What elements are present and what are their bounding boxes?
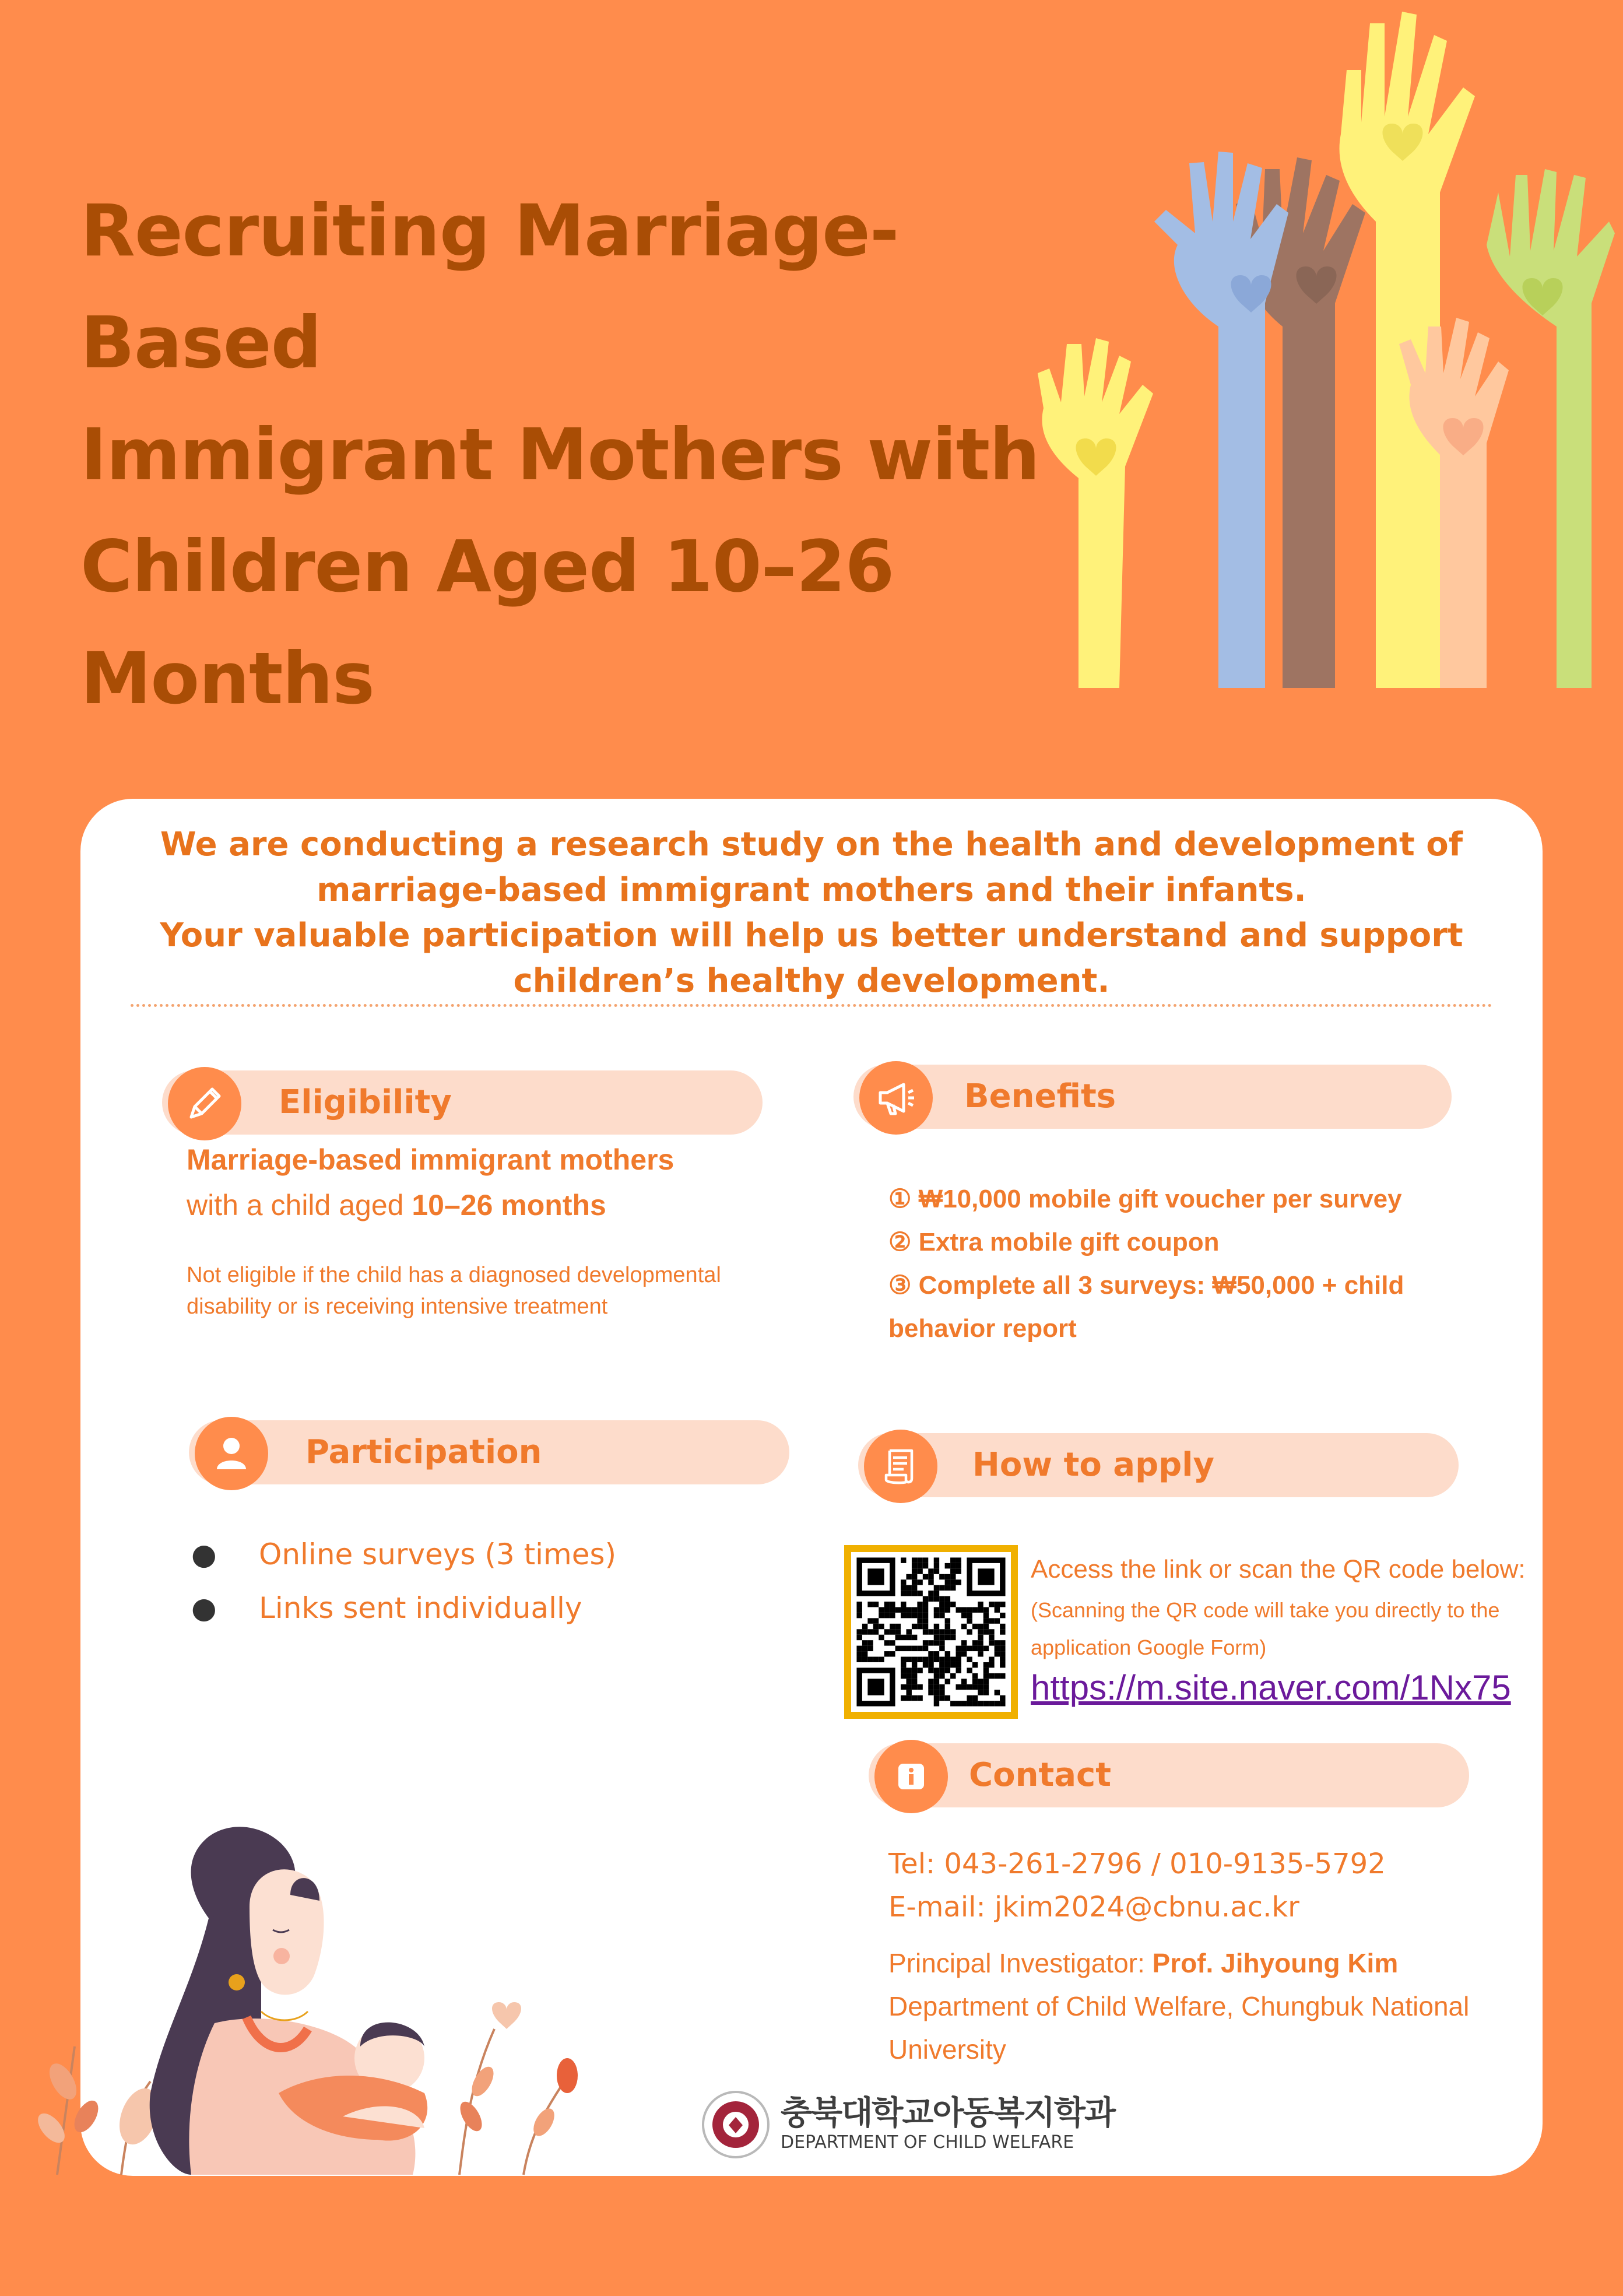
title-line: Months	[80, 637, 374, 720]
university-seal-icon	[701, 2090, 770, 2159]
intro-line-1: We are conducting a research study on the health and development of marriage-based immigrant mothers and their infants.	[160, 826, 1463, 909]
department-logo	[701, 2090, 1115, 2159]
apply-header	[858, 1433, 1459, 1497]
person-icon	[195, 1417, 268, 1490]
title-line: Recruiting Marriage-Based	[80, 189, 899, 384]
contact-label: Contact	[969, 1756, 1111, 1794]
list-item: ● Links sent individually	[191, 1591, 582, 1625]
raised-hands-illustration	[1032, 0, 1623, 688]
document-icon	[864, 1430, 937, 1503]
intro-text	[104, 822, 1519, 1004]
pi-name: Prof. Jihyoung Kim	[1152, 1948, 1399, 1978]
page-title	[80, 175, 1072, 735]
participation-item: Links sent individually	[259, 1591, 582, 1625]
benefit-item: ③ Complete all 3 surveys: ₩50,000 + child behavior report	[888, 1271, 1404, 1343]
list-item: ● Online surveys (3 times)	[191, 1537, 617, 1571]
eligibility-label: Eligibility	[279, 1083, 452, 1121]
contact-details	[888, 1842, 1386, 1929]
title-line: Immigrant Mothers with	[80, 413, 1040, 496]
logo-english: DEPARTMENT OF CHILD WELFARE	[781, 2132, 1074, 2153]
department: Department of Child Welfare, Chungbuk National University	[888, 1991, 1470, 2065]
qr-pattern	[851, 1552, 1011, 1712]
dotted-divider	[131, 1004, 1492, 1007]
participation-header	[189, 1420, 789, 1484]
qr-code[interactable]	[844, 1545, 1018, 1719]
benefits-label: Benefits	[964, 1077, 1116, 1115]
contact-email: E-mail: jkim2024@cbnu.ac.kr	[888, 1891, 1299, 1923]
eligibility-header	[162, 1070, 763, 1135]
apply-instruction: Access the link or scan the QR code below:	[1031, 1555, 1526, 1584]
eligibility-age: 10–26 months	[412, 1189, 606, 1221]
pi-label: Principal Investigator:	[888, 1948, 1153, 1978]
apply-label: How to apply	[972, 1446, 1214, 1484]
mother-baby-illustration	[16, 1673, 599, 2176]
apply-note: (Scanning the QR code will take you directly to the application Google Form)	[1031, 1598, 1500, 1659]
participation-list	[191, 1528, 616, 1635]
benefits-list	[888, 1178, 1448, 1350]
investigator-info	[888, 1942, 1506, 2071]
contact-header	[869, 1743, 1469, 1807]
pencil-icon	[168, 1067, 241, 1140]
eligibility-line-1: Marriage-based immigrant mothers	[187, 1143, 675, 1176]
contact-tel: Tel: 043-261-2796 / 010-9135-5792	[888, 1848, 1386, 1880]
participation-item: Online surveys (3 times)	[259, 1537, 617, 1571]
megaphone-icon	[859, 1061, 933, 1135]
eligibility-criteria	[187, 1137, 799, 1228]
logo-korean: 충북대학교아동복지학과	[781, 2094, 1115, 2132]
apply-link[interactable]: https://m.site.naver.com/1Nx75	[1031, 1668, 1511, 1707]
intro-line-2: Your valuable participation will help us better understand and support children’s healthy development.	[160, 917, 1463, 1000]
benefit-item: ② Extra mobile gift coupon	[888, 1228, 1220, 1256]
eligibility-line-2: with a child aged	[187, 1189, 412, 1221]
benefits-header	[853, 1065, 1452, 1129]
info-icon	[874, 1740, 948, 1813]
eligibility-note: Not eligible if the child has a diagnosed developmental disability or is receiving intensive treatment	[187, 1263, 721, 1319]
info-card	[80, 799, 1543, 2176]
benefit-item: ① ₩10,000 mobile gift voucher per survey	[888, 1185, 1402, 1213]
participation-label: Participation	[305, 1433, 542, 1471]
title-line: Children Aged 10–26	[80, 525, 894, 608]
